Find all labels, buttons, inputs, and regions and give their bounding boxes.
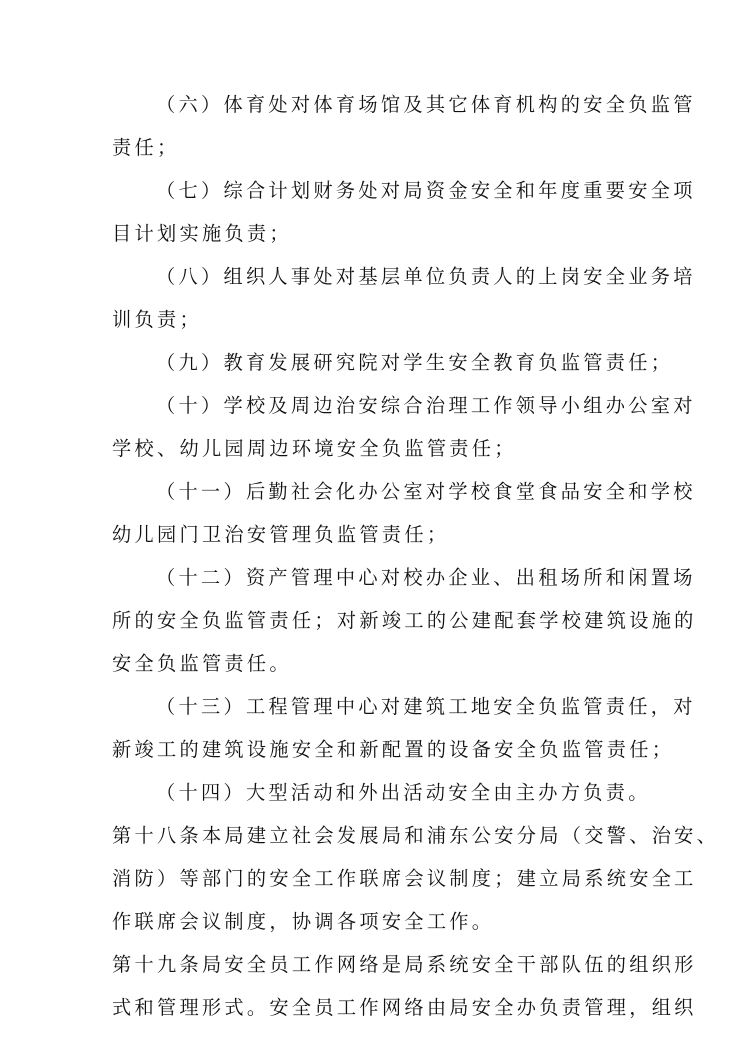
text-line: （十）学校及周边治安综合治理工作领导小组办公室对 (156, 394, 696, 417)
text-line: 安全负监管责任。 (112, 652, 292, 675)
text-line: （七）综合计划财务处对局资金安全和年度重要安全项 (156, 179, 696, 202)
text-line: 学校、幼儿园周边环境安全负监管责任； (112, 437, 517, 460)
text-line: 训负责； (112, 308, 202, 331)
text-line: 第十九条局安全员工作网络是局系统安全干部队伍的组织形 (112, 953, 697, 976)
text-line: （六）体育处对体育场馆及其它体育机构的安全负监管 (156, 93, 696, 116)
text-line: （十一）后勤社会化办公室对学校食堂食品安全和学校 (156, 480, 696, 503)
text-line: （九）教育发展研究院对学生安全教育负监管责任； (156, 351, 674, 374)
text-line: 幼儿园门卫治安管理负监管责任； (112, 523, 450, 546)
text-line: （十四）大型活动和外出活动安全由主办方负责。 (156, 781, 651, 804)
text-line: 新竣工的建筑设施安全和新配置的设备安全负监管责任； (112, 738, 675, 761)
text-line: 式和管理形式。安全员工作网络由局安全办负责管理，组织 (112, 996, 697, 1019)
text-line: 消防）等部门的安全工作联席会议制度；建立局系统安全工 (112, 867, 697, 890)
text-line: （十二）资产管理中心对校办企业、出租场所和闲置场 (156, 566, 696, 589)
text-line: 作联席会议制度，协调各项安全工作。 (112, 910, 495, 933)
text-line: 目计划实施负责； (112, 222, 292, 245)
text-line: （八）组织人事处对基层单位负责人的上岗安全业务培 (156, 265, 696, 288)
text-line: 所的安全负监管责任；对新竣工的公建配套学校建筑设施的 (112, 609, 697, 632)
text-line: 责任； (112, 136, 180, 159)
text-line: （十三）工程管理中心对建筑工地安全负监管责任，对 (156, 695, 696, 718)
text-line: 第十八条本局建立社会发展局和浦东公安分局（交警、治安、 (112, 824, 720, 847)
